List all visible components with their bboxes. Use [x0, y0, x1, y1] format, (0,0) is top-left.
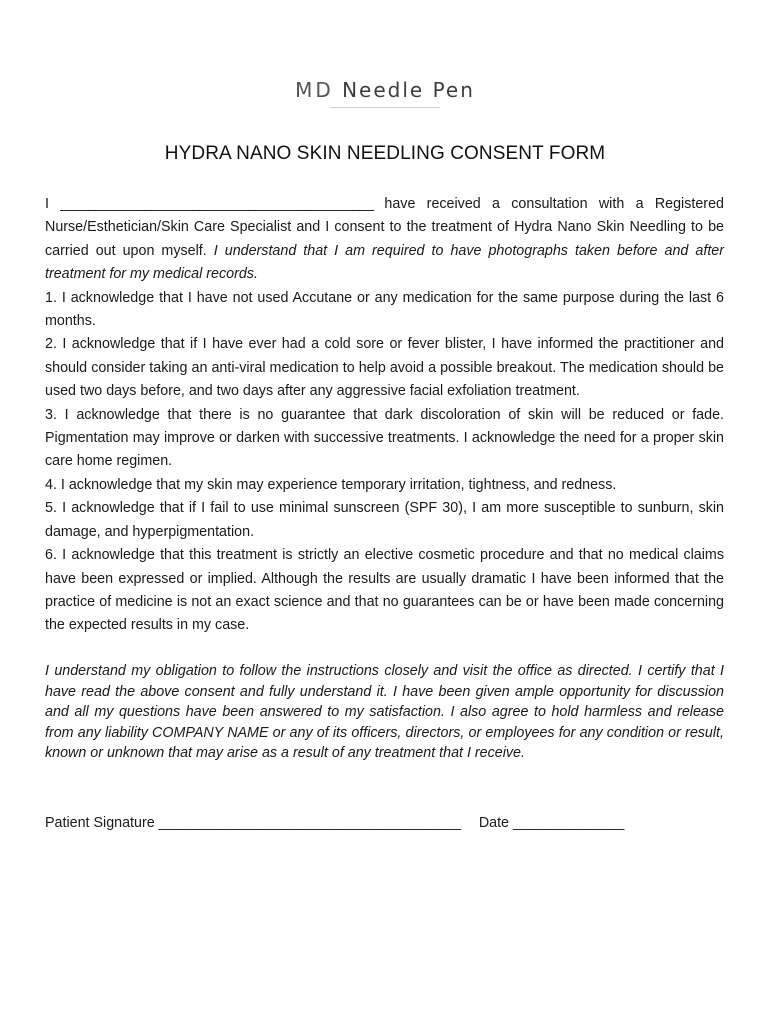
logo-md: MD — [295, 78, 334, 102]
intro-text: have received a consultation with a Registered Nurse/Esthetician/Skin Care Specialist and I consent to the treatment of Hydra Nano Skin Needling to be carried out upon myself. — [45, 196, 724, 259]
acknowledgement-item: 4. I acknowledge that my skin may experience temporary irritation, tightness, and redness. — [45, 476, 617, 493]
closing-statement: I understand my obligation to follow the instructions closely and visit the office as directed. I certify that I have read the above consent and fully understand it. I have been given ample opportunity for discussion and all my questions have been answered to my satisfaction. I also agree to hold harmless and release from any liability COMPANY NAME or any of its officers, directors, or employees for any condition or result, known or unknown that may arise as a result of any treatment that I receive. — [45, 663, 724, 762]
date-label: Date — [478, 815, 510, 831]
acknowledgement-item: 3. I acknowledge that there is no guarantee that dark discoloration of skin will be reduced or fade. Pigmentation may improve or darken with successive treatments. I acknowledge the need for a proper skin care home regimen. — [45, 406, 724, 470]
consent-body — [45, 193, 724, 638]
form-title: HYDRA NANO SKIN NEEDLING CONSENT FORM — [164, 143, 606, 164]
intro-photo-notice: I understand that I am required to have photographs taken before and after treatment for my medical records. — [45, 242, 725, 283]
intro-prefix: I — [45, 196, 49, 212]
acknowledgement-item: 2. I acknowledge that if I have ever had a cold sore or fever blister, I have informed the practitioner and should consider taking an anti-viral medication to help avoid a possible breakout. The medication should be used two days before, and two days after any aggressive facial exfoliation treatment. — [45, 336, 724, 400]
signature-row — [45, 815, 735, 831]
brand-logo — [0, 78, 770, 102]
acknowledgement-item: 1. I acknowledge that I have not used Accutane or any medication for the same purpose during the last 6 months. — [45, 289, 724, 330]
patient-signature-line[interactable]: ______________________________________ — [158, 815, 461, 831]
acknowledgement-item: 5. I acknowledge that if I fail to use minimal sunscreen (SPF 30), I am more susceptible to sunburn, skin damage, and hyperpigmentation. — [45, 500, 724, 540]
intro-paragraph — [45, 193, 724, 287]
logo-divider — [330, 107, 440, 108]
date-line[interactable]: ______________ — [513, 815, 625, 831]
patient-signature-label: Patient Signature — [45, 815, 155, 831]
logo-name: Needle Pen — [342, 78, 475, 102]
acknowledgement-item: 6. I acknowledge that this treatment is strictly an elective cosmetic procedure and that no medical claims have been expressed or implied. Although the results are usually dramatic I have been informed that the practice of medicine is not an exact science and that no guarantees can be or have been made concerning the expected results in my case. — [45, 547, 724, 634]
name-blank-line[interactable]: _____________________________________________ — [60, 196, 374, 212]
